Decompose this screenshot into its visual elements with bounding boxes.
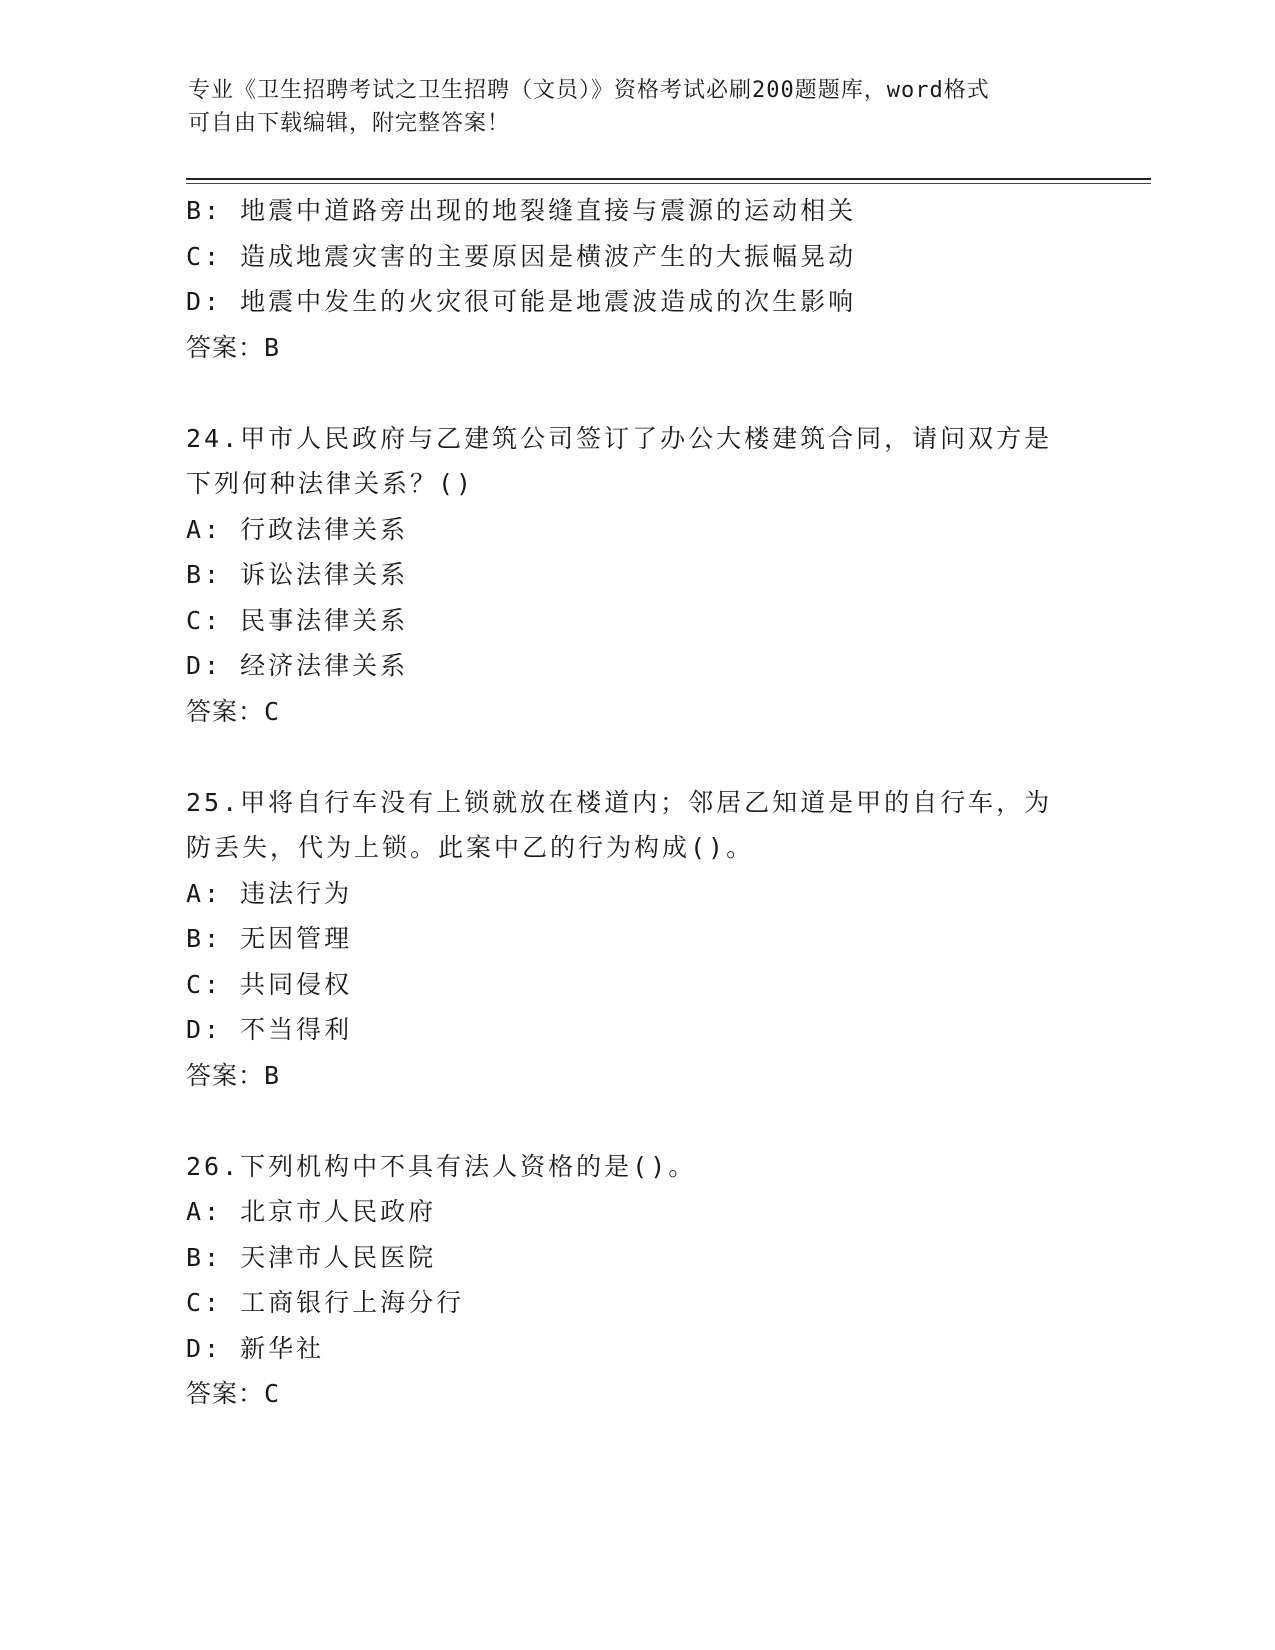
option-b: B: 诉讼法律关系 <box>186 560 409 589</box>
question-stem-line-2: 防丢失，代为上锁。此案中乙的行为构成()。 <box>186 833 755 862</box>
option-d: D: 经济法律关系 <box>186 651 409 680</box>
option-b: B: 天津市人民医院 <box>186 1242 437 1272</box>
header-divider-thin <box>186 183 1151 184</box>
header-line-1: 专业《卫生招聘考试之卫生招聘（文员）》资格考试必刷200题题库，word格式 <box>188 78 990 103</box>
previous-question-tail <box>186 188 1086 370</box>
spacer <box>186 370 1086 416</box>
spacer <box>186 1098 1086 1144</box>
option-b: B: 无因管理 <box>186 924 353 953</box>
answer-line: 答案：B <box>186 1060 281 1090</box>
header-line-2: 可自由下载编辑，附完整答案！ <box>188 111 511 136</box>
option-c: C: 民事法律关系 <box>186 605 409 635</box>
question-stem-line-1: 25.甲将自行车没有上锁就放在楼道内；邻居乙知道是甲的自行车，为 <box>186 787 1053 817</box>
question-26 <box>186 1144 1086 1417</box>
option-c: C: 工商银行上海分行 <box>186 1288 465 1317</box>
answer-line: 答案：C <box>186 696 281 726</box>
option-c: C: 共同侵权 <box>186 969 353 999</box>
option-a: A: 北京市人民政府 <box>186 1197 437 1226</box>
question-stem-line-1: 26.下列机构中不具有法人资格的是()。 <box>186 1151 697 1181</box>
question-stem-line-2: 下列何种法律关系？() <box>186 469 475 498</box>
question-25 <box>186 780 1086 1099</box>
option-a: A: 违法行为 <box>186 878 353 908</box>
option-d: D: 地震中发生的火灾很可能是地震波造成的次生影响 <box>186 287 857 316</box>
document-header <box>188 74 1088 140</box>
question-stem-line-1: 24.甲市人民政府与乙建筑公司签订了办公大楼建筑合同，请问双方是 <box>186 423 1053 453</box>
question-content <box>186 188 1086 1417</box>
question-24 <box>186 416 1086 735</box>
spacer <box>186 734 1086 780</box>
option-c: C: 造成地震灾害的主要原因是横波产生的大振幅晃动 <box>186 241 857 271</box>
option-b: B: 地震中道路旁出现的地裂缝直接与震源的运动相关 <box>186 196 857 225</box>
answer-line: 答案：B <box>186 332 281 362</box>
option-a: A: 行政法律关系 <box>186 514 409 544</box>
option-d: D: 新华社 <box>186 1333 325 1363</box>
answer-line: 答案：C <box>186 1379 281 1408</box>
option-d: D: 不当得利 <box>186 1015 353 1044</box>
header-divider-thick <box>186 178 1151 180</box>
